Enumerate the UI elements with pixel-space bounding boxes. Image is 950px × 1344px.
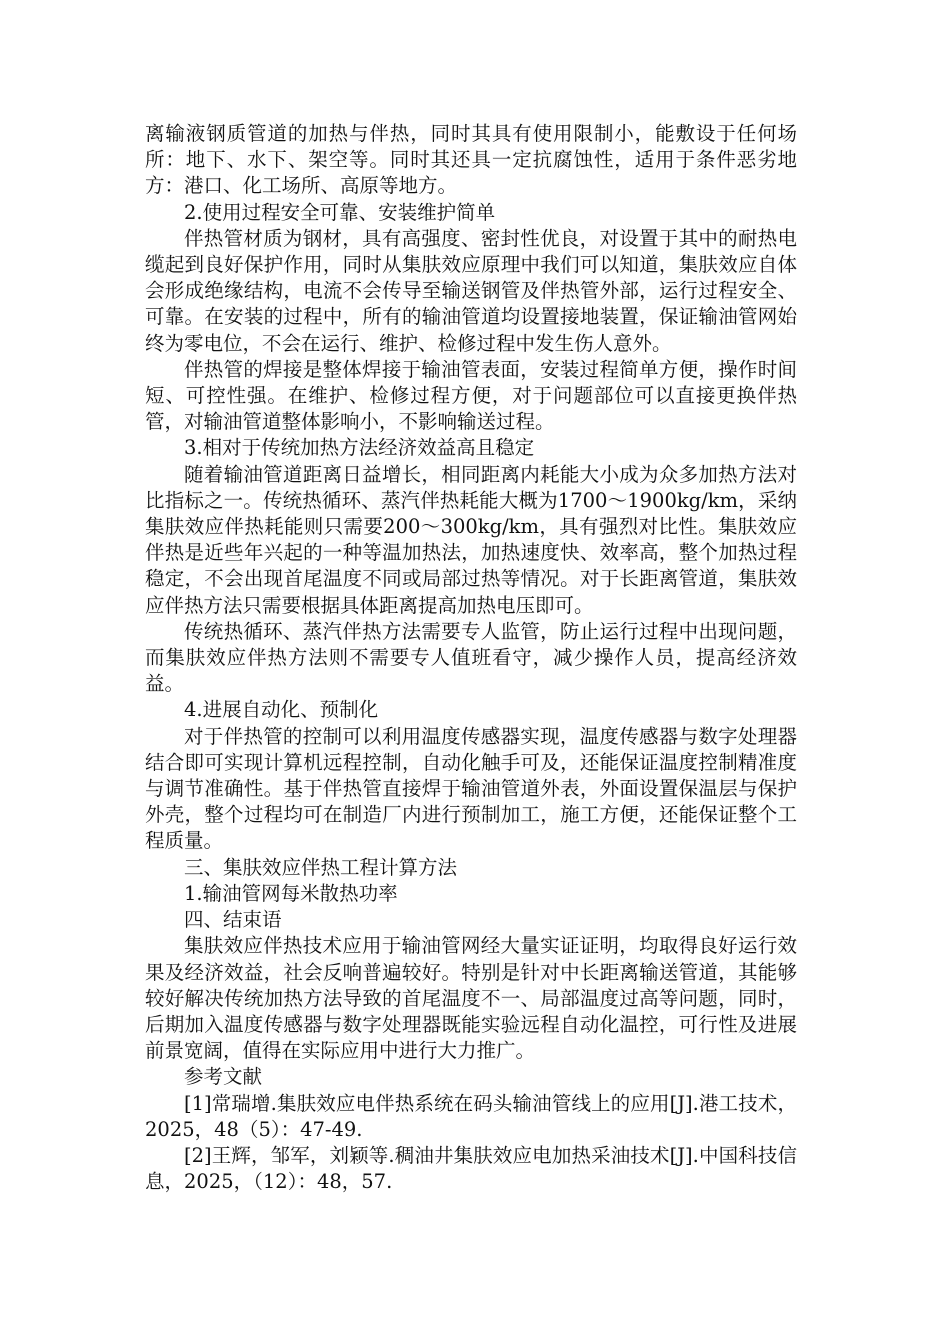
paragraph-material: 伴热管材质为钢材，具有高强度、密封性优良，对设置于其中的耐热电缆起到良好保护作用，同时从集肤效应原理中我们可以知道，集肤效应自体会形成绝缘结构，电流不会传导至输送钢管及伴热管外部，运行过程安全、可靠。在安装的过程中，所有的输油管道均设置接地装置，保证输油管网始终为零电位，不会在运行、维护、检修过程中发生伤人意外。 <box>145 226 797 355</box>
paragraph-conclusion: 集肤效应伴热技术应用于输油管网经大量实证证明，均取得良好运行效果及经济效益，社会反响普遍较好。特别是针对中长距离输送管道，其能够较好解决传统加热方法导致的首尾温度不一、局部温度过高等问题，同时，后期加入温度传感器与数字处理器既能实验远程自动化温控，可行性及进展前景宽阔，值得在实际应用中进行大力推广。 <box>145 934 797 1063</box>
paragraph-control: 对于伴热管的控制可以利用温度传感器实现，温度传感器与数字处理器结合即可实现计算机远程控制，自动化触手可及，还能保证温度控制精准度与调节准确性。基于伴热管直接焊于输油管道外表，外面设置保温层与保护外壳，整个过程均可在制造厂内进行预制加工，施工方便，还能保证整个工程质量。 <box>145 724 797 853</box>
paragraph-continuation: 离输液钢质管道的加热与伴热，同时其具有使用限制小，能敷设于任何场所：地下、水下、架空等。同时其还具一定抗腐蚀性，适用于条件恶劣地方：港口、化工场所、高原等地方。 <box>145 122 797 198</box>
reference-item-2: [2]王辉，邹军，刘颖等.稠油井集肤效应电加热采油技术[J].中国科技信息，2025，（12）：48，57. <box>145 1143 797 1194</box>
paragraph-supervision: 传统热循环、蒸汽伴热方法需要专人监管，防止运行过程中出现问题，而集肤效应伴热方法则不需要专人值班看守，减少操作人员，提高经济效益。 <box>145 619 797 696</box>
paragraph-welding: 伴热管的焊接是整体焊接于输油管表面，安装过程简单方便，操作时间短、可控性强。在维护、检修过程方便，对于问题部位可以直接更换伴热管，对输油管道整体影响小，不影响输送过程。 <box>145 357 797 434</box>
reference-item-1: [1]常瑞增.集肤效应电伴热系统在码头输油管线上的应用[J].港工技术，2025，48（5）：47-49. <box>145 1091 797 1141</box>
subheading-automation: 4.进展自动化、预制化 <box>184 698 379 722</box>
section-heading-calculation: 三、集肤效应伴热工程计算方法 <box>184 855 458 879</box>
subheading-safety: 2.使用过程安全可靠、安装维护简单 <box>184 200 496 224</box>
section-heading-conclusion: 四、结束语 <box>184 908 282 932</box>
paragraph-energy: 随着输油管道距离日益增长，相同距离内耗能大小成为众多加热方法对比指标之一。传统热循环、蒸汽伴热耗能大概为1700～1900kg/km，采纳集肤效应伴热耗能则只需要200～300kg/km，具有强烈对比性。集肤效应伴热是近些年兴起的一种等温加热法，加热速度快、效率高，整个加热过程稳定，不会出现首尾温度不同或局部过热等情况。对于长距离管道，集肤效应伴热方法只需要根据具体距离提高加热电压即可。 <box>145 462 797 617</box>
subheading-economy: 3.相对于传统加热方法经济效益高且稳定 <box>184 436 535 460</box>
references-heading: 参考文献 <box>184 1065 263 1089</box>
document-body <box>145 121 797 1195</box>
subheading-heat-loss: 1.输油管网每米散热功率 <box>184 881 398 905</box>
